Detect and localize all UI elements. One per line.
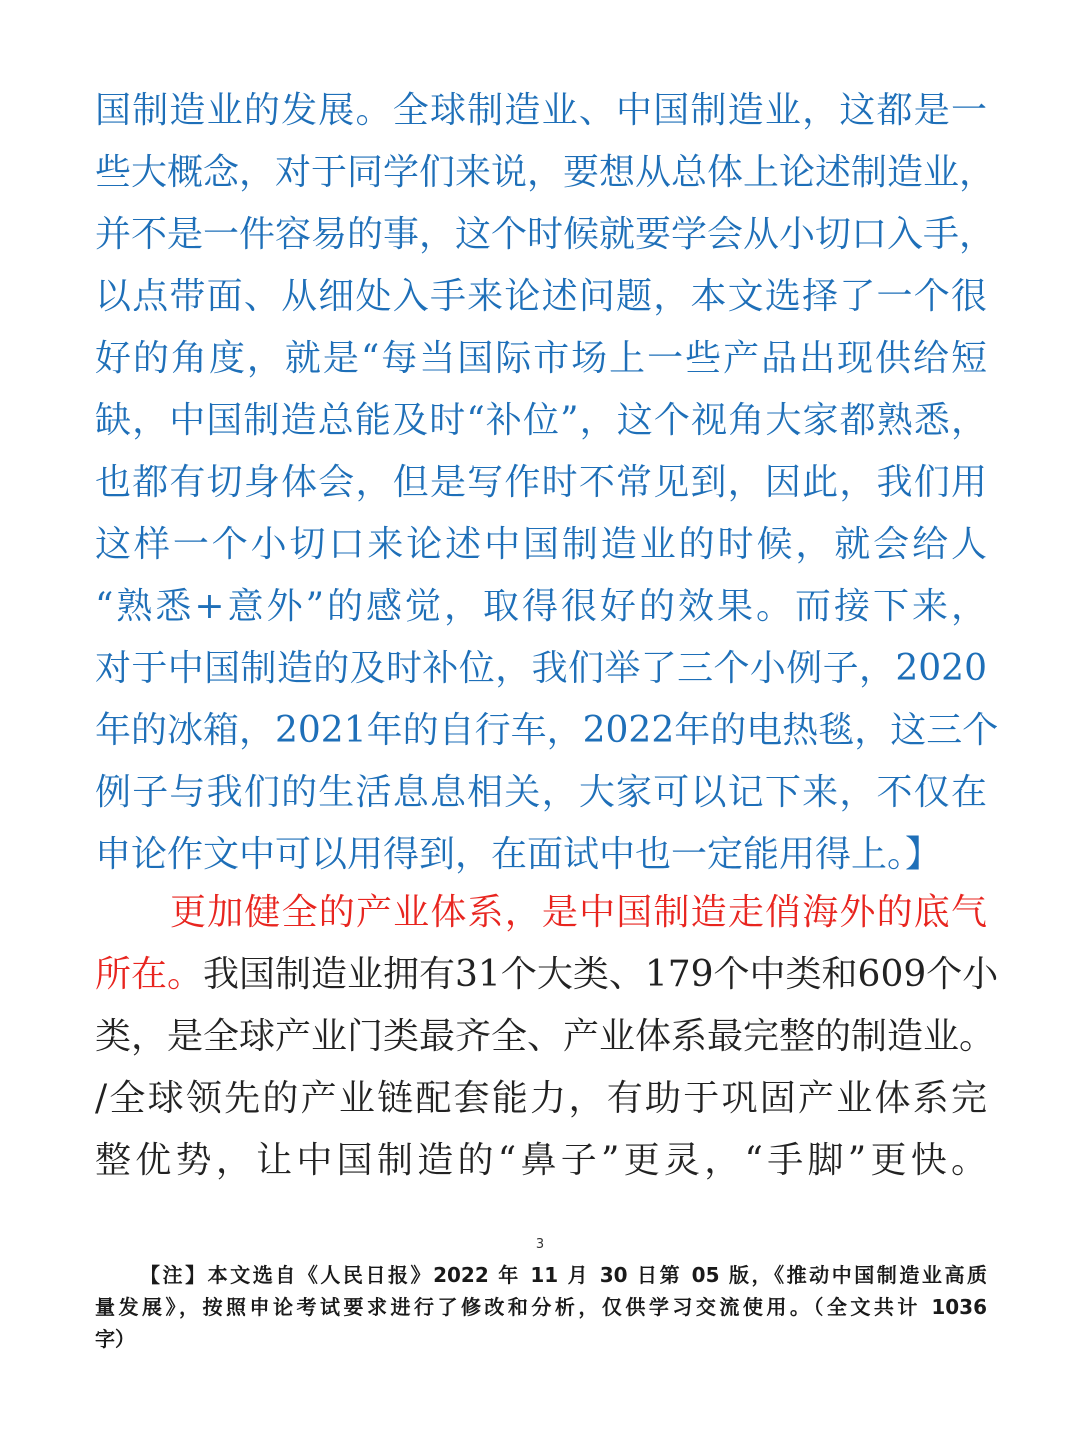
heading-end: 所在。	[95, 954, 204, 995]
commentary-line: 缺，中国制造总能及时“补位”，这个视角大家都熟悉，	[95, 400, 987, 441]
body-start: 我国制造业拥有31个大类、179个中类和609个小	[203, 954, 999, 995]
commentary-line: 也都有切身体会，但是写作时不常见到，因此，我们用	[95, 462, 987, 503]
footnote-line: 量发展》，按照申论考试要求进行了修改和分析，仅供学习交流使用。（全文共计 1036	[95, 1295, 987, 1319]
section-heading: 更加健全的产业体系，是中国制造走俏海外的底气	[170, 892, 987, 933]
commentary-line: 以点带面、从细处入手来论述问题，本文选择了一个很	[95, 276, 987, 317]
page-number: 3	[535, 1237, 545, 1252]
footnote-line: 字）	[95, 1327, 135, 1351]
commentary-line: 对于中国制造的及时补位，我们举了三个小例子，2020	[95, 648, 987, 689]
body-line: /全球领先的产业链配套能力，有助于巩固产业体系完	[95, 1078, 987, 1119]
commentary-line: 好的角度，就是“每当国际市场上一些产品出现供给短	[95, 338, 987, 379]
commentary-line: 些大概念，对于同学们来说，要想从总体上论述制造业，	[95, 152, 996, 193]
commentary-line: 这样一个小切口来论述中国制造业的时候，就会给人	[95, 524, 987, 565]
body-line: 整优势，让中国制造的“鼻子”更灵，“手脚”更快。	[95, 1140, 987, 1181]
body-line: 类，是全球产业门类最齐全、产业体系最完整的制造业。	[95, 1016, 996, 1057]
heading-continuation-line	[95, 944, 999, 1006]
commentary-line: 并不是一件容易的事，这个时候就要学会从小切口入手，	[95, 214, 996, 255]
commentary-line: 国制造业的发展。全球制造业、中国制造业，这都是一	[95, 90, 987, 131]
commentary-line: 例子与我们的生活息息相关，大家可以记下来，不仅在	[95, 772, 987, 813]
footnote-line: 【注】本文选自《人民日报》2022 年 11 月 30 日第 05 版，《推动中国制造业高质	[140, 1263, 987, 1287]
commentary-line: 年的冰箱，2021年的自行车，2022年的电热毯，这三个	[95, 710, 999, 751]
commentary-line: 申论作文中可以用得到，在面试中也一定能用得上。】	[95, 834, 942, 875]
commentary-line: “熟悉+意外”的感觉，取得很好的效果。而接下来，	[95, 586, 987, 627]
